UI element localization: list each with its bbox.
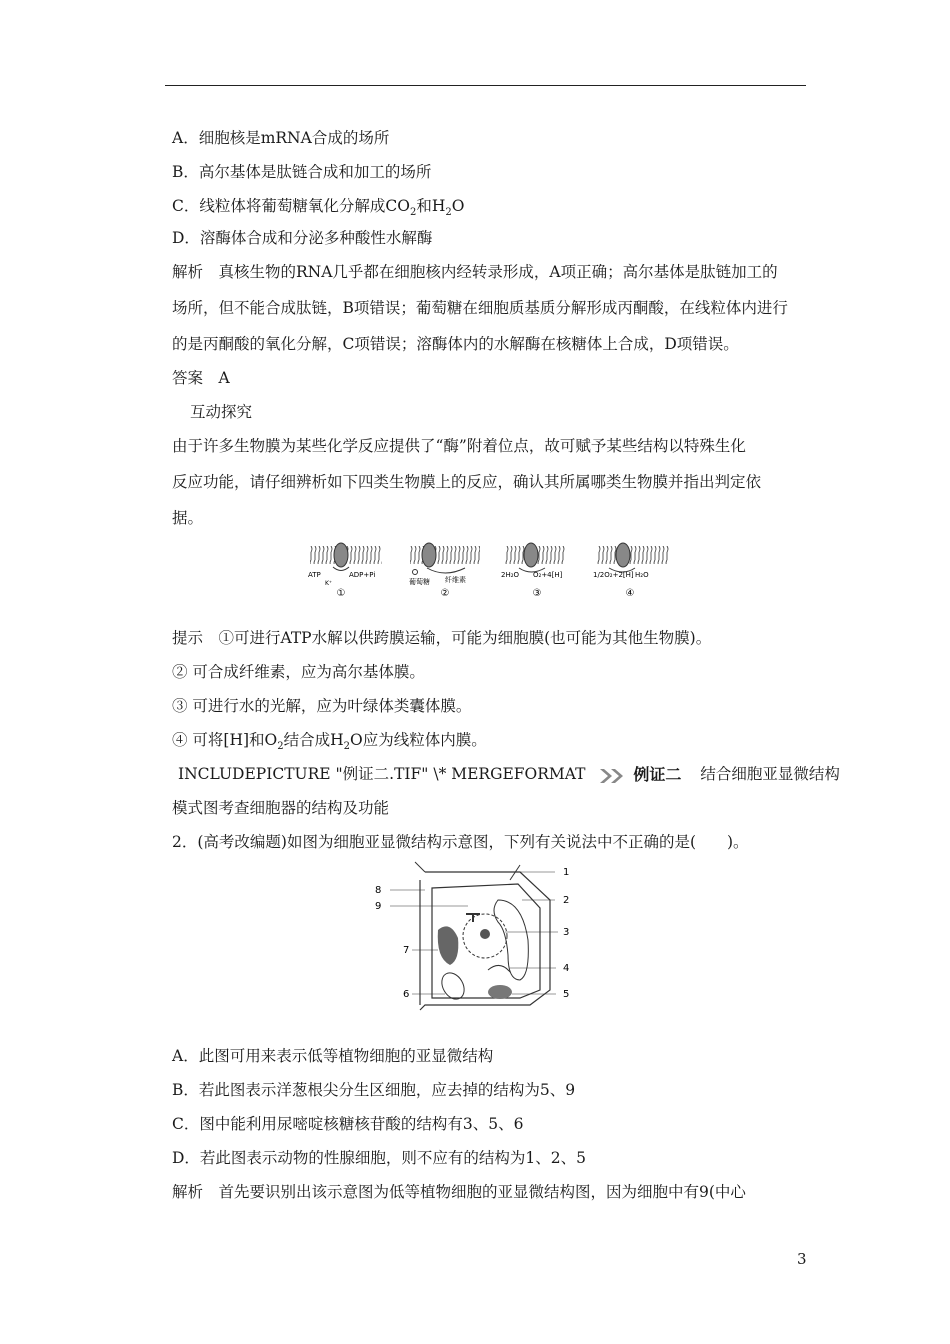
header-rule	[165, 85, 806, 86]
m4-label: 1/2O₂+2[H]	[593, 571, 634, 579]
hint-line3: ③ 可进行水的光解，应为叶绿体类囊体膜。	[172, 697, 472, 715]
cell-label-4: 4	[563, 963, 570, 974]
cell-label-7: 7	[403, 945, 410, 956]
membrane-3	[501, 543, 565, 599]
m4-num: ④	[625, 588, 635, 599]
m2-num: ②	[440, 588, 450, 599]
cell-label-5: 5	[563, 989, 570, 1000]
option-c2: C．图中能利用尿嘧啶核糖核苷酸的结构有3、5、6	[172, 1115, 524, 1133]
cell-label-2: 2	[563, 895, 570, 906]
include-field-code: INCLUDEPICTURE "例证二.TIF" \* MERGEFORMAT	[178, 765, 586, 783]
option-b1: B．高尔基体是肽链合成和加工的场所	[172, 163, 432, 181]
example2-heading-end: 结合细胞亚显微结构	[700, 765, 840, 783]
analysis2-line1: 解析 首先要识别出该示意图为低等植物细胞的亚显微结构图，因为细胞中有9(中心	[172, 1183, 746, 1201]
cell-label-6: 6	[403, 989, 410, 1000]
option-c1: C．线粒体将葡萄糖氧化分解成$CO_2$和$H_2O$	[172, 197, 465, 219]
m2-label: 葡萄糖	[409, 578, 430, 586]
example2-banner	[598, 765, 681, 785]
explore-line3: 据。	[172, 509, 204, 527]
explore-line2: 反应功能，请仔细辨析如下四类生物膜上的反应，确认其所属哪类生物膜并指出判定依	[172, 473, 762, 491]
option-d1: D．溶酶体合成和分泌多种酸性水解酶	[172, 229, 433, 247]
option-d2: D．若此图表示动物的性腺细胞，则不应有的结构为1、2、5	[172, 1149, 587, 1167]
membrane-2	[409, 543, 480, 599]
banner-label: 例证二	[633, 765, 682, 784]
double-chevron-icon	[598, 767, 628, 785]
m3-num: ③	[532, 588, 542, 599]
m3-label: 2H₂O	[501, 571, 520, 579]
hint-line2: ② 可合成纤维素，应为高尔基体膜。	[172, 663, 425, 681]
membrane-figure	[305, 540, 675, 600]
question2: 2．(高考改编题)如图为细胞亚显微结构示意图，下列有关说法中不正确的是( )。	[172, 833, 749, 851]
m1-label: ATP	[308, 571, 321, 579]
m3-label2: O₂+4[H]	[533, 571, 563, 579]
cell-label-8: 8	[375, 885, 382, 896]
page-number: 3	[797, 1250, 807, 1268]
analysis1-line1: 解析 真核生物的RNA几乎都在细胞核内经转录形成，A项正确；高尔基体是肽链加工的	[172, 263, 778, 281]
cell-figure	[370, 860, 580, 1020]
option-b2: B．若此图表示洋葱根尖分生区细胞，应去掉的结构为5、9	[172, 1081, 576, 1099]
example2-heading-line2: 模式图考查细胞器的结构及功能	[172, 799, 390, 817]
cell-label-9: 9	[375, 901, 382, 912]
option-a1: A．细胞核是mRNA合成的场所	[172, 129, 390, 147]
explore-line1: 由于许多生物膜为某些化学反应提供了“酶”附着位点，故可赋予某些结构以特殊生化	[172, 437, 746, 455]
m4-label2: H₂O	[635, 571, 649, 579]
m1-label2: ADP+Pi	[349, 571, 376, 579]
m2-label2: 纤维素	[445, 576, 466, 584]
hint-line1: 提示 ①可进行ATP水解以供跨膜运输，可能为细胞膜(也可能为其他生物膜)。	[172, 629, 712, 647]
hint-line4: ④ 可将[H]和$O_2$结合成$H_2O$应为线粒体内膜。	[172, 731, 487, 753]
membrane-1	[308, 543, 382, 599]
analysis1-line2: 场所，但不能合成肽链，B项错误；葡萄糖在细胞质基质分解形成丙酮酸，在线粒体内进行	[172, 299, 788, 317]
explore-title: 互动探究	[190, 403, 253, 421]
analysis1-line3: 的是丙酮酸的氧化分解，C项错误；溶酶体内的水解酶在核糖体上合成，D项错误。	[172, 335, 739, 353]
example2-heading	[178, 764, 840, 785]
option-a2: A．此图可用来表示低等植物细胞的亚显微结构	[172, 1047, 494, 1065]
membrane-4	[593, 543, 669, 599]
m1-num: ①	[336, 588, 346, 599]
m1-ion: K⁺	[325, 580, 333, 587]
cell-label-1: 1	[563, 867, 570, 878]
cell-label-3: 3	[563, 927, 570, 938]
answer1: 答案 A	[172, 369, 230, 387]
